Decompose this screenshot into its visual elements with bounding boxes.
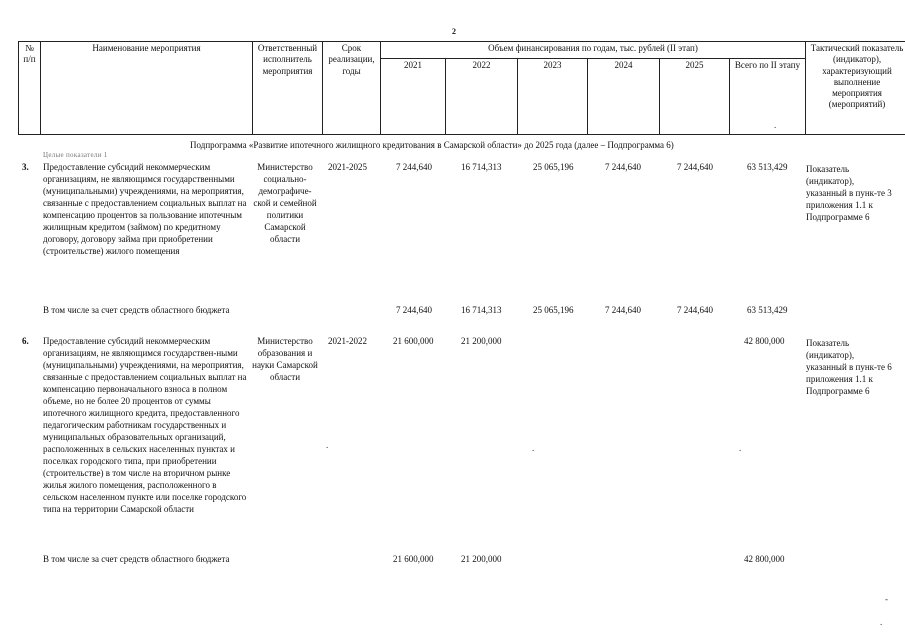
row-3-responsible: Министерство социально-демографиче-ской и семейной политики Самарской области — [253, 162, 317, 244]
header-financing: Объем финансирования по годам, тыс. рублей (II этап) — [381, 42, 806, 59]
row-6-2021: 21 600,000 — [393, 336, 434, 346]
row-6-num: 6. — [22, 336, 29, 346]
row-6-budget-2022: 21 200,000 — [461, 554, 502, 564]
row-3-budget-name: В том числе за счет средств областного бюджета — [43, 305, 230, 315]
row-3-2022: 16 714,313 — [461, 162, 502, 172]
scan-speck: . — [880, 617, 883, 627]
row-3-budget-2023: 25 065,196 — [533, 305, 574, 315]
page-number: 2 — [452, 27, 456, 36]
row-6-budget-2021: 21 600,000 — [393, 554, 434, 564]
row-6-name: Предоставление субсидий некоммерческим организациям, не являющимся государствен-ными (муниципальными) учреждениями, на мероприятия, связанные с предоставлением социальных выплат на компенсацию первоначального взноса в полном объеме, но не более 20 процентов от суммы ипотечного жилищного кредита, предоставленного педагогическим работникам государственных и муниципальных образовательных организаций, расположенных в сельских населенных пунктах и поселках городского типа, при приобретении (строительстве) в том числе на вторичном рынке жилья жилого помещения, расположенного в сельском населенном пункте или поселке городского типа на территории Самарской области — [43, 336, 247, 514]
scan-speck: . — [739, 443, 742, 453]
row-3-name: Предоставление субсидий некоммерческим организациям, не являющимся государственными (муниципальными) учреждениями, на мероприятия, связанные с предоставлением социальных выплат на компенсацию процентов за пользование ипотечным жилищным кредитом (займом) по кредитному договору, договору займа при приобретении (строительстве) жилого помещения — [43, 162, 247, 256]
row-3-budget-total: 63 513,429 — [747, 305, 788, 315]
row-3-budget-2021: 7 244,640 — [396, 305, 432, 315]
row-3-budget-2022: 16 714,313 — [461, 305, 502, 315]
header-num: № п/п — [19, 42, 41, 135]
header-term: Срок реализации, годы — [323, 42, 381, 135]
scan-speck: . — [774, 120, 777, 130]
header-year-2024: 2024 — [588, 58, 660, 134]
faint-text: Целые показатели 1 — [43, 151, 108, 159]
header-year-2022: 2022 — [446, 58, 518, 134]
row-6-total: 42 800,000 — [744, 336, 785, 346]
row-3-2025: 7 244,640 — [677, 162, 713, 172]
row-6-responsible: Министерство образования и науки Самарской области — [252, 336, 318, 382]
scan-speck: . — [532, 443, 535, 453]
row-6-budget-name: В том числе за счет средств областного бюджета — [43, 554, 230, 564]
header-indicator: Тактический показатель (индикатор), характеризующий выполнение мероприятия (мероприятий) — [806, 42, 905, 135]
row-3-total: 63 513,429 — [747, 162, 788, 172]
row-3-num: 3. — [22, 162, 29, 172]
header-total: Всего по II этапу — [730, 58, 806, 134]
header-year-2021: 2021 — [381, 58, 446, 134]
header-responsible: Ответственный исполнитель мероприятия — [253, 42, 323, 135]
row-6-budget-total: 42 800,000 — [744, 554, 785, 564]
row-6-2022: 21 200,000 — [461, 336, 502, 346]
subprogram-title: Подпрограмма «Развитие ипотечного жилищного кредитования в Самарской области» до 2025 года (далее – Подпрограмма 6) — [190, 140, 674, 150]
row-6-term: 2021-2022 — [328, 336, 367, 346]
row-3-budget-2024: 7 244,640 — [605, 305, 641, 315]
row-3-2024: 7 244,640 — [605, 162, 641, 172]
row-3-2021: 7 244,640 — [396, 162, 432, 172]
header-year-2023: 2023 — [518, 58, 588, 134]
header-table — [18, 41, 905, 135]
scan-speck: . — [326, 440, 329, 450]
row-6-indicator: Показатель (индикатор), указанный в пунк-те 6 приложения 1.1 к Подпрограмме 6 — [806, 338, 892, 396]
row-3-indicator: Показатель (индикатор), указанный в пунк-те 3 приложения 1.1 к Подпрограмме 6 — [806, 164, 892, 222]
scan-speck: - — [885, 594, 888, 604]
header-name: Наименование мероприятия — [41, 42, 253, 135]
row-3-2023: 25 065,196 — [533, 162, 574, 172]
row-3-term: 2021-2025 — [328, 162, 367, 172]
row-3-budget-2025: 7 244,640 — [677, 305, 713, 315]
header-year-2025: 2025 — [660, 58, 730, 134]
